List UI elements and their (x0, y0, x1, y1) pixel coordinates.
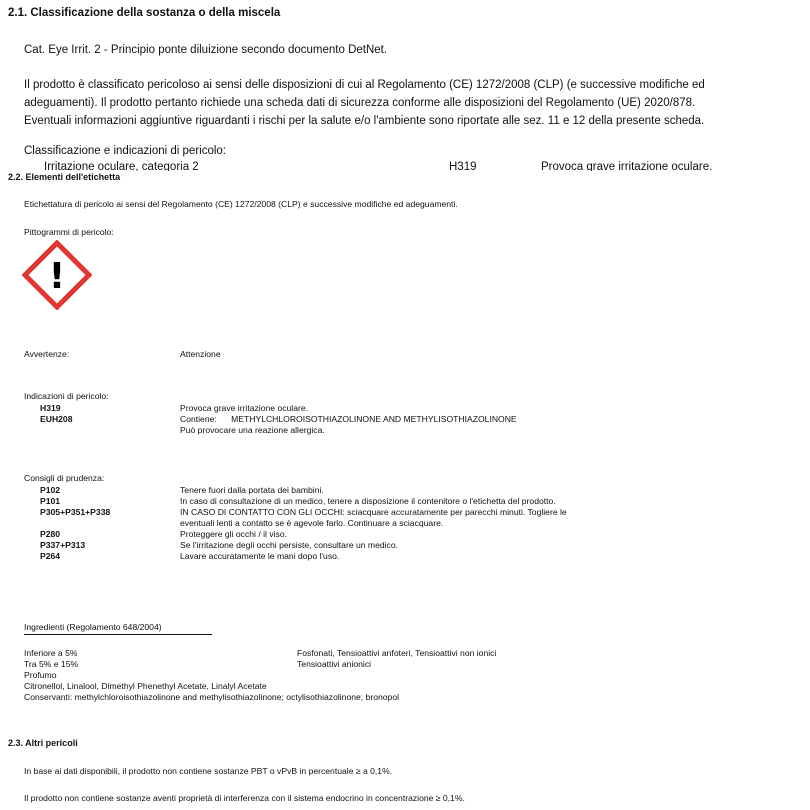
warnings-label: Avvertenze: (24, 349, 70, 359)
precaution-text: Lavare accuratamente le mani dopo l'uso. (180, 551, 340, 561)
other-hazards-line: Il prodotto non contiene sostanze aventi proprietà di interferenza con il sistema endocrino in concentrazione ≥ 0,1%. (24, 793, 465, 803)
other-hazards-line: In base ai dati disponibili, il prodotto non contiene sostanze PBT o vPvB in percentuale ≥ a 0,1%. (24, 766, 393, 776)
hazard-code: H319 (40, 403, 61, 413)
classification-category-line: Cat. Eye Irrit. 2 - Principio ponte diluizione secondo documento DetNet. (24, 44, 388, 56)
precaution-text: In caso di consultazione di un medico, tenere a disposizione il contenitore o l'etichetta del prodotto. (180, 496, 556, 506)
hazard-code: EUH208 (40, 414, 73, 424)
perfume-label: Profumo (24, 670, 57, 680)
classification-paragraph (24, 76, 705, 130)
precaution-code: P305+P351+P338 (40, 507, 111, 517)
ingredient-range: Inferiore a 5% (24, 648, 78, 658)
precaution-code: P102 (40, 485, 61, 495)
precaution-row (24, 518, 794, 529)
classification-heading: Classificazione e indicazioni di pericolo: (24, 145, 226, 157)
precaution-row (24, 496, 794, 507)
precaution-text: Proteggere gli occhi / il viso. (180, 529, 287, 539)
precaution-text: IN CASO DI CONTATTO CON GLI OCCHI: sciacquare accuratamente per parecchi minuti. Togliere le (180, 507, 567, 517)
pictograms-label: Pittogrammi di pericolo: (24, 227, 114, 237)
precaution-row (24, 540, 794, 551)
paragraph-line: Il prodotto è classificato pericoloso ai sensi delle disposizioni di cui al Regolamento (CE) 1272/2008 (CLP) (e successive modifiche ed (24, 79, 705, 91)
classification-statement: Provoca grave irritazione oculare. (541, 161, 713, 171)
perfume-items: Citronellol, Linalool, Dimethyl Phenethyl Acetate, Linalyl Acetate (24, 681, 267, 691)
warnings-value: Attenzione (180, 349, 221, 359)
ingredients-title: Ingredienti (Regolamento 648/2004) (24, 622, 162, 632)
pictogram-symbol: ! (48, 256, 66, 297)
precaution-code: P337+P313 (40, 540, 86, 550)
hazard-row (24, 425, 794, 436)
section-2-1-title: 2.1. Classificazione della sostanza o della miscela (8, 7, 281, 19)
precaution-list (24, 485, 794, 562)
precaution-label: Consigli di prudenza: (24, 473, 105, 483)
preservatives: Conservanti: methylchloroisothiazolinone and methylisothiazolinone; octylisothiazolinone; bronopol (24, 692, 400, 702)
classification-code: H319 (449, 161, 477, 171)
section-2-2-title: 2.2. Elementi dell'etichetta (8, 172, 121, 182)
hazard-row (24, 414, 794, 425)
precaution-code: P264 (40, 551, 61, 561)
hazard-text: Contiene: METHYLCHLOROISOTHIAZOLINONE AND METHYLISOTHIAZOLINONE (180, 414, 517, 424)
labeling-text: Etichettatura di pericolo ai sensi del Regolamento (CE) 1272/2008 (CLP) e successive modifiche ed adeguamenti. (24, 199, 458, 209)
precaution-text: Tenere fuori dalla portata dei bambini. (180, 485, 324, 495)
classification-category: Irritazione oculare, categoria 2 (44, 161, 199, 171)
precaution-row (24, 529, 794, 540)
hazard-list (24, 403, 794, 436)
paragraph-line: Eventuali informazioni aggiuntive riguardanti i rischi per la salute e/o l'ambiente sono riportate alle sez. 11 e 12 della presente scheda. (24, 115, 705, 127)
ingredients-underline (24, 634, 212, 635)
hazard-label: Indicazioni di pericolo: (24, 391, 109, 401)
precaution-text: Se l'irritazione degli occhi persiste, consultare un medico. (180, 540, 399, 550)
ingredient-range: Tra 5% e 15% (24, 659, 79, 669)
section-2-3-title: 2.3. Altri pericoli (8, 738, 78, 748)
precaution-text: eventuali lenti a contatto se è agevole farlo. Continuare a sciacquare. (180, 518, 444, 528)
precaution-row (24, 485, 794, 496)
exclamation-pictogram-icon (22, 240, 92, 310)
precaution-code: P280 (40, 529, 61, 539)
ingredient-items: Fosfonati, Tensioattivi anfoteri, Tensioattivi non ionici (297, 648, 497, 658)
paragraph-line: adeguamenti). Il prodotto pertanto richiede una scheda dati di sicurezza conforme alle disposizioni del Regolamento (UE) 2020/878. (24, 97, 696, 109)
hazard-text: Può provocare una reazione allergica. (180, 425, 325, 435)
precaution-row (24, 507, 794, 518)
hazard-row (24, 403, 794, 414)
precaution-row (24, 551, 794, 562)
ingredient-items: Tensioattivi anionici (297, 659, 372, 669)
hazard-text: Provoca grave irritazione oculare. (180, 403, 309, 413)
precaution-code: P101 (40, 496, 61, 506)
